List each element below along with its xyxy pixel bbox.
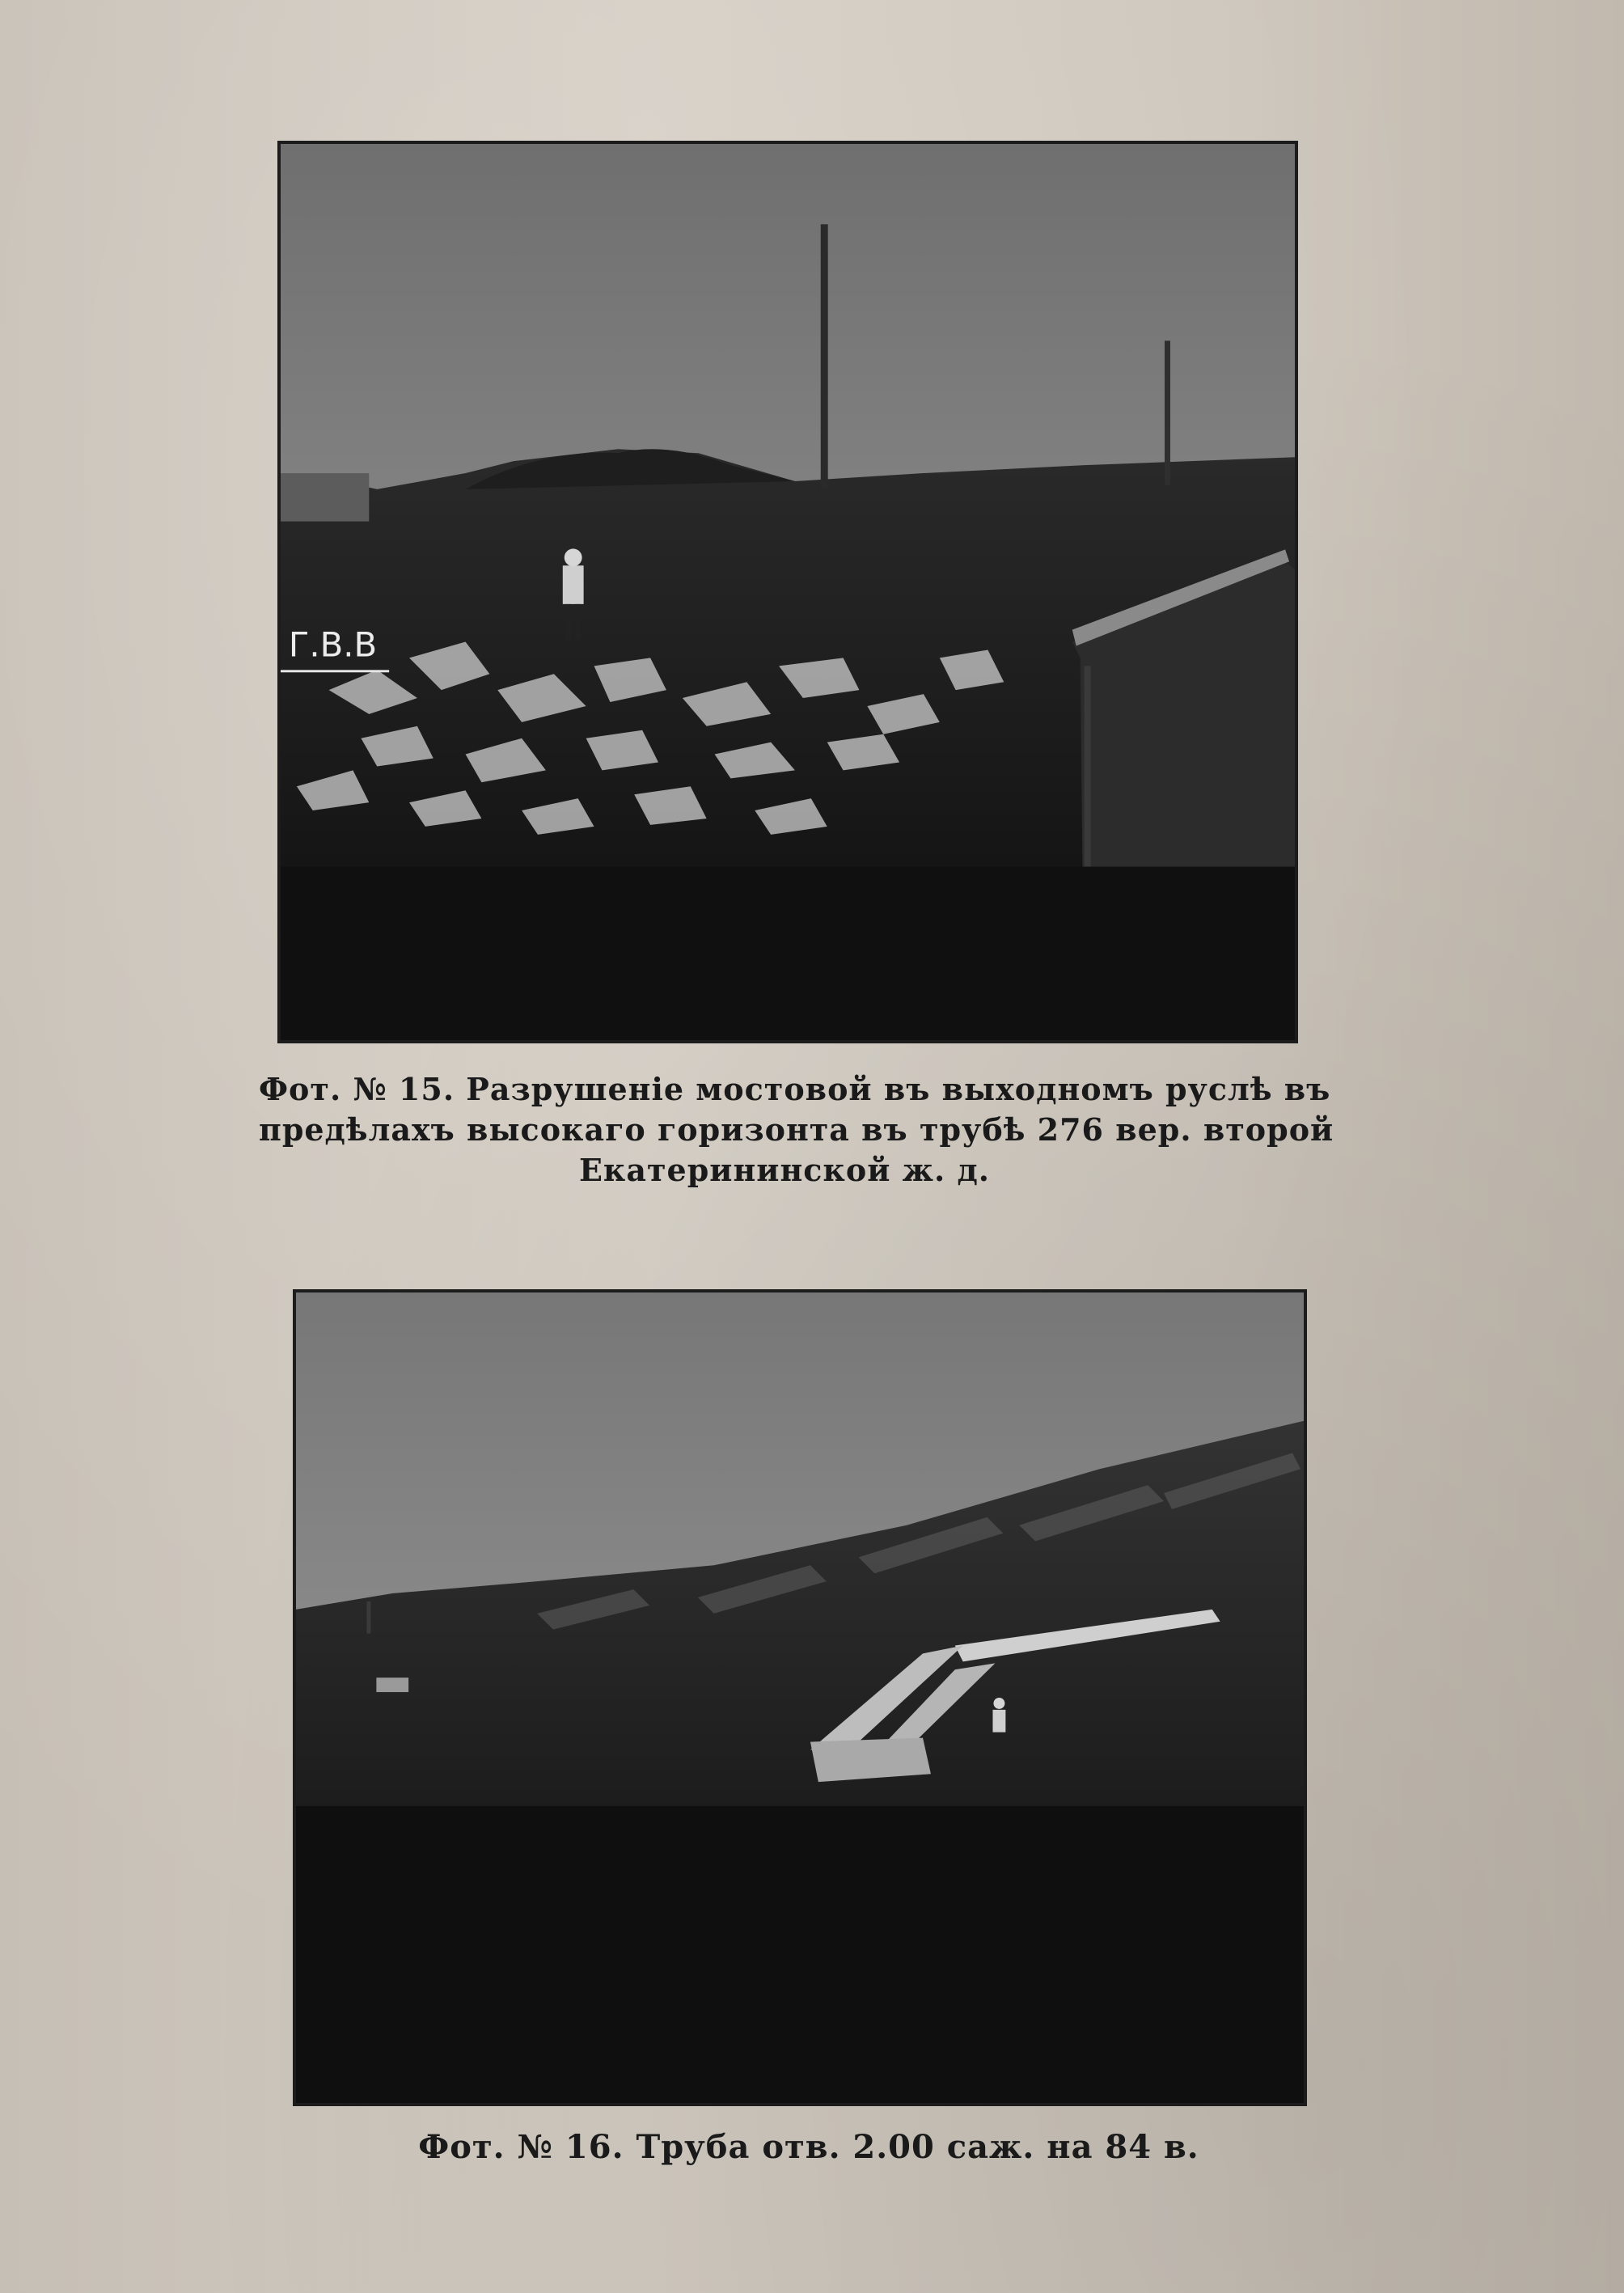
photograph-15-caption xyxy=(259,1069,1334,1191)
photograph-16-image xyxy=(296,1292,1304,2103)
photograph-15 xyxy=(277,141,1298,1043)
caption-line: предѣлахъ высокаго горизонта въ трубѣ 276 вер. второй xyxy=(259,1111,1334,1148)
caption-line: Екатерининской ж. д. xyxy=(578,1152,991,1188)
photograph-15-image xyxy=(281,144,1295,1040)
high-water-mark-label: Г.В.В xyxy=(288,624,378,665)
photograph-16 xyxy=(293,1289,1307,2106)
caption-line: Фот. № 15. Разрушеніе мостовой въ выходномъ руслѣ въ xyxy=(259,1071,1331,1107)
photograph-16-caption: Фот. № 16. Труба отв. 2.00 саж. на 84 в. xyxy=(418,2128,1199,2166)
